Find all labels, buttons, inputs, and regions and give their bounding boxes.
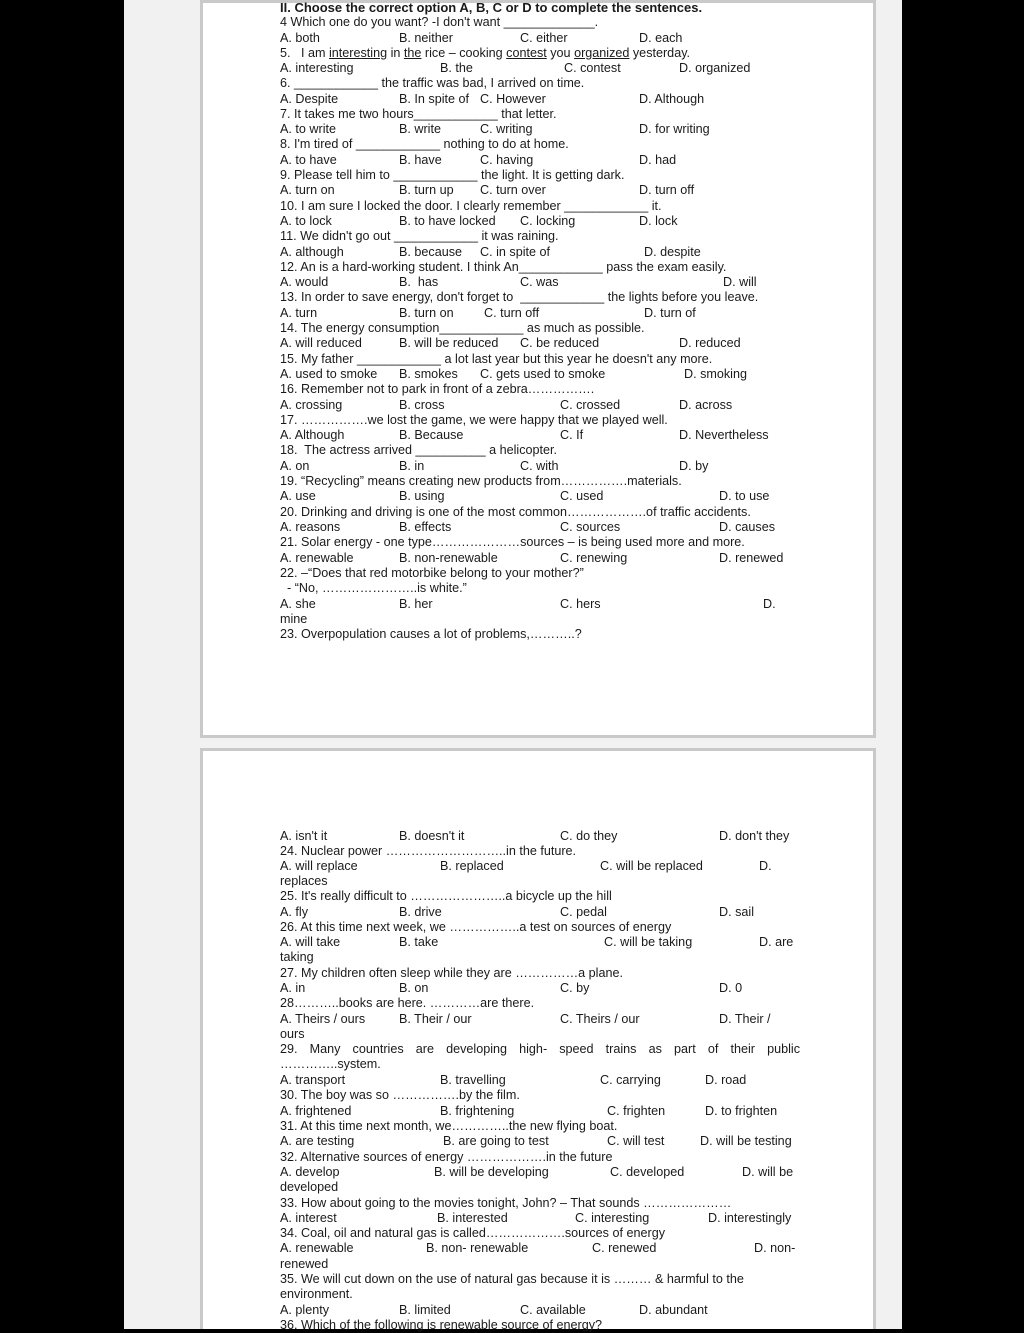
question-8: 8. I'm tired of ____________ nothing to do at home. [280,137,569,151]
question-32: 32. Alternative sources of energy ……………….in the future [280,1150,613,1164]
question-7: 7. It takes me two hours____________ that letter. [280,107,557,121]
question-15: 15. My father ____________ a lot last year but this year he doesn't any more. [280,352,713,366]
option-a: A. both [280,31,320,45]
option-a: A. plenty [280,1303,330,1317]
option-b: B. In spite of [399,92,470,106]
option-c: C. interesting [575,1211,650,1225]
option-a: A. in [280,981,306,995]
option-d: D. will be testing [700,1134,792,1148]
option-a: A. will take [280,935,341,949]
option-b: B. drive [399,905,442,919]
option-c: C. crossed [560,398,621,412]
option-a: A. to have [280,153,337,167]
option-d: D. [763,597,776,611]
option-c: C. used [560,489,604,503]
option-a: A. used to smoke [280,367,378,381]
option-c: C. developed [610,1165,685,1179]
option-a: A. Despite [280,92,339,106]
option-d: D. reduced [679,336,741,350]
option-c: C. will be taking [604,935,693,949]
option-b: B. on [399,981,429,995]
option-d-continued: mine [280,612,308,626]
option-a: A. Theirs / ours [280,1012,366,1026]
question-16: 16. Remember not to park in front of a zebra……………. [280,382,595,396]
option-d: D. Their / [719,1012,771,1026]
option-b: B. take [399,935,439,949]
option-d: D. Although [639,92,705,106]
question-24: 24. Nuclear power ………………………..in the future. [280,844,577,858]
option-a: A. renewable [280,551,354,565]
question-26: 26. At this time next week, we ……………..a test on sources of energy [280,920,672,934]
option-d: D. [759,859,772,873]
option-c: C. writing [480,122,533,136]
option-d: D. causes [719,520,775,534]
option-b: B. Because [399,428,464,442]
option-c: C. If [560,428,584,442]
option-b: B. her [399,597,433,611]
question-35: 35. We will cut down on the use of natural gas because it is ……… & harmful to the [280,1272,744,1286]
option-c: C. sources [560,520,621,534]
option-d: D. Nevertheless [679,428,769,442]
option-b: B. doesn't it [399,829,465,843]
option-a: A. interest [280,1211,337,1225]
option-b: B. turn up [399,183,454,197]
option-b: B. has [399,275,439,289]
option-c: C. by [560,981,590,995]
option-d: D. organized [679,61,751,75]
option-b: B. have [399,153,442,167]
option-b: B. neither [399,31,453,45]
option-a: A. isn't it [280,829,328,843]
option-b: B. will be reduced [399,336,499,350]
option-d: D. for writing [639,122,710,136]
option-b: B. limited [399,1303,451,1317]
option-a: A. transport [280,1073,346,1087]
option-a: A. turn [280,306,318,320]
option-d: D. renewed [719,551,784,565]
option-a: A. to write [280,122,336,136]
question-31: 31. At this time next month, we…………..the new flying boat. [280,1119,618,1133]
question-27: 27. My children often sleep while they are ……………a plane. [280,966,623,980]
option-a: A. fly [280,905,308,919]
question-21: 21. Solar energy - one type…………………sources – is being used more and more. [280,535,745,549]
option-d-continued: replaces [280,874,328,888]
option-c: C. with [520,459,559,473]
option-c: C. having [480,153,534,167]
question-14: 14. The energy consumption____________ as much as possible. [280,321,645,335]
option-b: B. turn on [399,306,454,320]
option-c: C. turn off [484,306,540,320]
option-d: D. turn off [639,183,695,197]
question-30: 30. The boy was so …………….by the film. [280,1088,520,1102]
option-c: C. However [480,92,546,106]
option-b: B. write [399,122,441,136]
option-a: A. Although [280,428,345,442]
option-d: D. don't they [719,829,790,843]
option-a: A. are testing [280,1134,355,1148]
option-d: D. are [759,935,794,949]
question-36: 36. Which of the following is renewable source of energy? [280,1318,603,1332]
option-b: B. interested [437,1211,508,1225]
option-c: C. will test [607,1134,665,1148]
option-a: A. although [280,245,344,259]
question-6: 6. ____________ the traffic was bad, I arrived on time. [280,76,585,90]
option-c: C. locking [520,214,576,228]
option-b: B. Their / our [399,1012,472,1026]
option-b: B. non- renewable [426,1241,529,1255]
option-d: D. will be [742,1165,794,1179]
option-c: C. be reduced [520,336,600,350]
option-b: B. because [399,245,463,259]
question-20: 20. Drinking and driving is one of the most common……………….of traffic accidents. [280,505,751,519]
option-d: D. 0 [719,981,743,995]
option-c: C. do they [560,829,618,843]
option-a: A. on [280,459,310,473]
option-b: B. cross [399,398,445,412]
question-9: 9. Please tell him to ____________ the light. It is getting dark. [280,168,625,182]
option-d: D. each [639,31,683,45]
option-b: B. to have locked [399,214,496,228]
option-a: A. use [280,489,316,503]
option-a: A. will replace [280,859,358,873]
option-a: A. frightened [280,1104,352,1118]
question-11: 11. We didn't go out ____________ it was raining. [280,229,559,243]
question-10: 10. I am sure I locked the door. I clearly remember ____________ it. [280,199,662,213]
option-d: D. lock [639,214,678,228]
option-d: D. turn of [644,306,696,320]
option-d: D. road [705,1073,747,1087]
option-a: A. turn on [280,183,335,197]
option-d: D. abundant [639,1303,708,1317]
option-a: A. would [280,275,329,289]
option-d-continued: renewed [280,1257,329,1271]
option-d: D. non- [754,1241,796,1255]
option-b: B. in [399,459,425,473]
question-34: 34. Coal, oil and natural gas is called……………….sources of energy [280,1226,665,1240]
option-b: B. frightening [440,1104,515,1118]
option-d: D. despite [644,245,701,259]
question-17: 17. …………….we lost the game, we were happy that we played well. [280,413,668,427]
option-d: D. to frighten [705,1104,778,1118]
option-d: D. will [723,275,757,289]
option-c: C. will be replaced [600,859,703,873]
option-a: A. crossing [280,398,343,412]
option-c: C. renewing [560,551,628,565]
question-13: 13. In order to save energy, don't forget to ____________ the lights before you leave. [280,290,759,304]
question-22-reply: - “No, …………………..is white.” [280,581,467,595]
option-b: B. will be developing [434,1165,549,1179]
option-a: A. to lock [280,214,332,228]
option-c: C. renewed [592,1241,657,1255]
option-c: C. available [520,1303,586,1317]
option-a: A. develop [280,1165,340,1179]
option-a: A. interesting [280,61,354,75]
option-d: D. sail [719,905,754,919]
option-b: B. smokes [399,367,458,381]
question-28: 28………..books are here. …………are there. [280,996,535,1010]
option-d: D. interestingly [708,1211,792,1225]
question-25: 25. It's really difficult to …………………..a bicycle up the hill [280,889,612,903]
question-29: 29. Many countries are developing high- speed trains as part of their public [280,1042,800,1056]
question-33: 33. How about going to the movies tonight, John? – That sounds ………………… [280,1196,732,1210]
option-d: D. smoking [684,367,747,381]
option-d: D. by [679,459,709,473]
option-c: C. in spite of [480,245,550,259]
option-b: B. travelling [440,1073,506,1087]
option-c: C. hers [560,597,601,611]
option-d: D. to use [719,489,770,503]
question-22: 22. –“Does that red motorbike belong to your mother?” [280,566,584,580]
option-b: B. using [399,489,445,503]
option-c: C. gets used to smoke [480,367,606,381]
option-b: B. non-renewable [399,551,498,565]
option-b: B. replaced [440,859,504,873]
question-35-continued: environment. [280,1287,353,1301]
option-c: C. pedal [560,905,607,919]
option-a: A. reasons [280,520,341,534]
option-a: A. will reduced [280,336,362,350]
option-c: C. Theirs / our [560,1012,640,1026]
question-23: 23. Overpopulation causes a lot of problems,………..? [280,627,582,641]
question-19: 19. “Recycling” means creating new products from…………….materials. [280,474,682,488]
question-12: 12. An is a hard-working student. I think An____________ pass the exam easily. [280,260,727,274]
question-18: 18. The actress arrived __________ a helicopter. [280,443,558,457]
option-d-continued: developed [280,1180,339,1194]
option-c: C. frighten [607,1104,666,1118]
option-d: D. across [679,398,733,412]
option-b: B. the [440,61,473,75]
option-d: D. had [639,153,677,167]
option-c: C. turn over [480,183,546,197]
option-b: B. effects [399,520,452,534]
option-c: C. carrying [600,1073,661,1087]
question-4: 4 Which one do you want? -I don't want _____________. [280,15,599,29]
option-d-continued: taking [280,950,314,964]
option-d-continued: ours [280,1027,305,1041]
option-c: C. contest [564,61,621,75]
question-29-continued: …………..system. [280,1057,381,1071]
option-b: B. are going to test [443,1134,549,1148]
option-a: A. she [280,597,316,611]
option-a: A. renewable [280,1241,354,1255]
option-c: C. either [520,31,568,45]
question-5: 5. I am interesting in the rice – cooking contest you organized yesterday. [280,46,691,60]
option-c: C. was [520,275,559,289]
section-heading: II. Choose the correct option A, B, C or D to complete the sentences. [280,0,703,15]
